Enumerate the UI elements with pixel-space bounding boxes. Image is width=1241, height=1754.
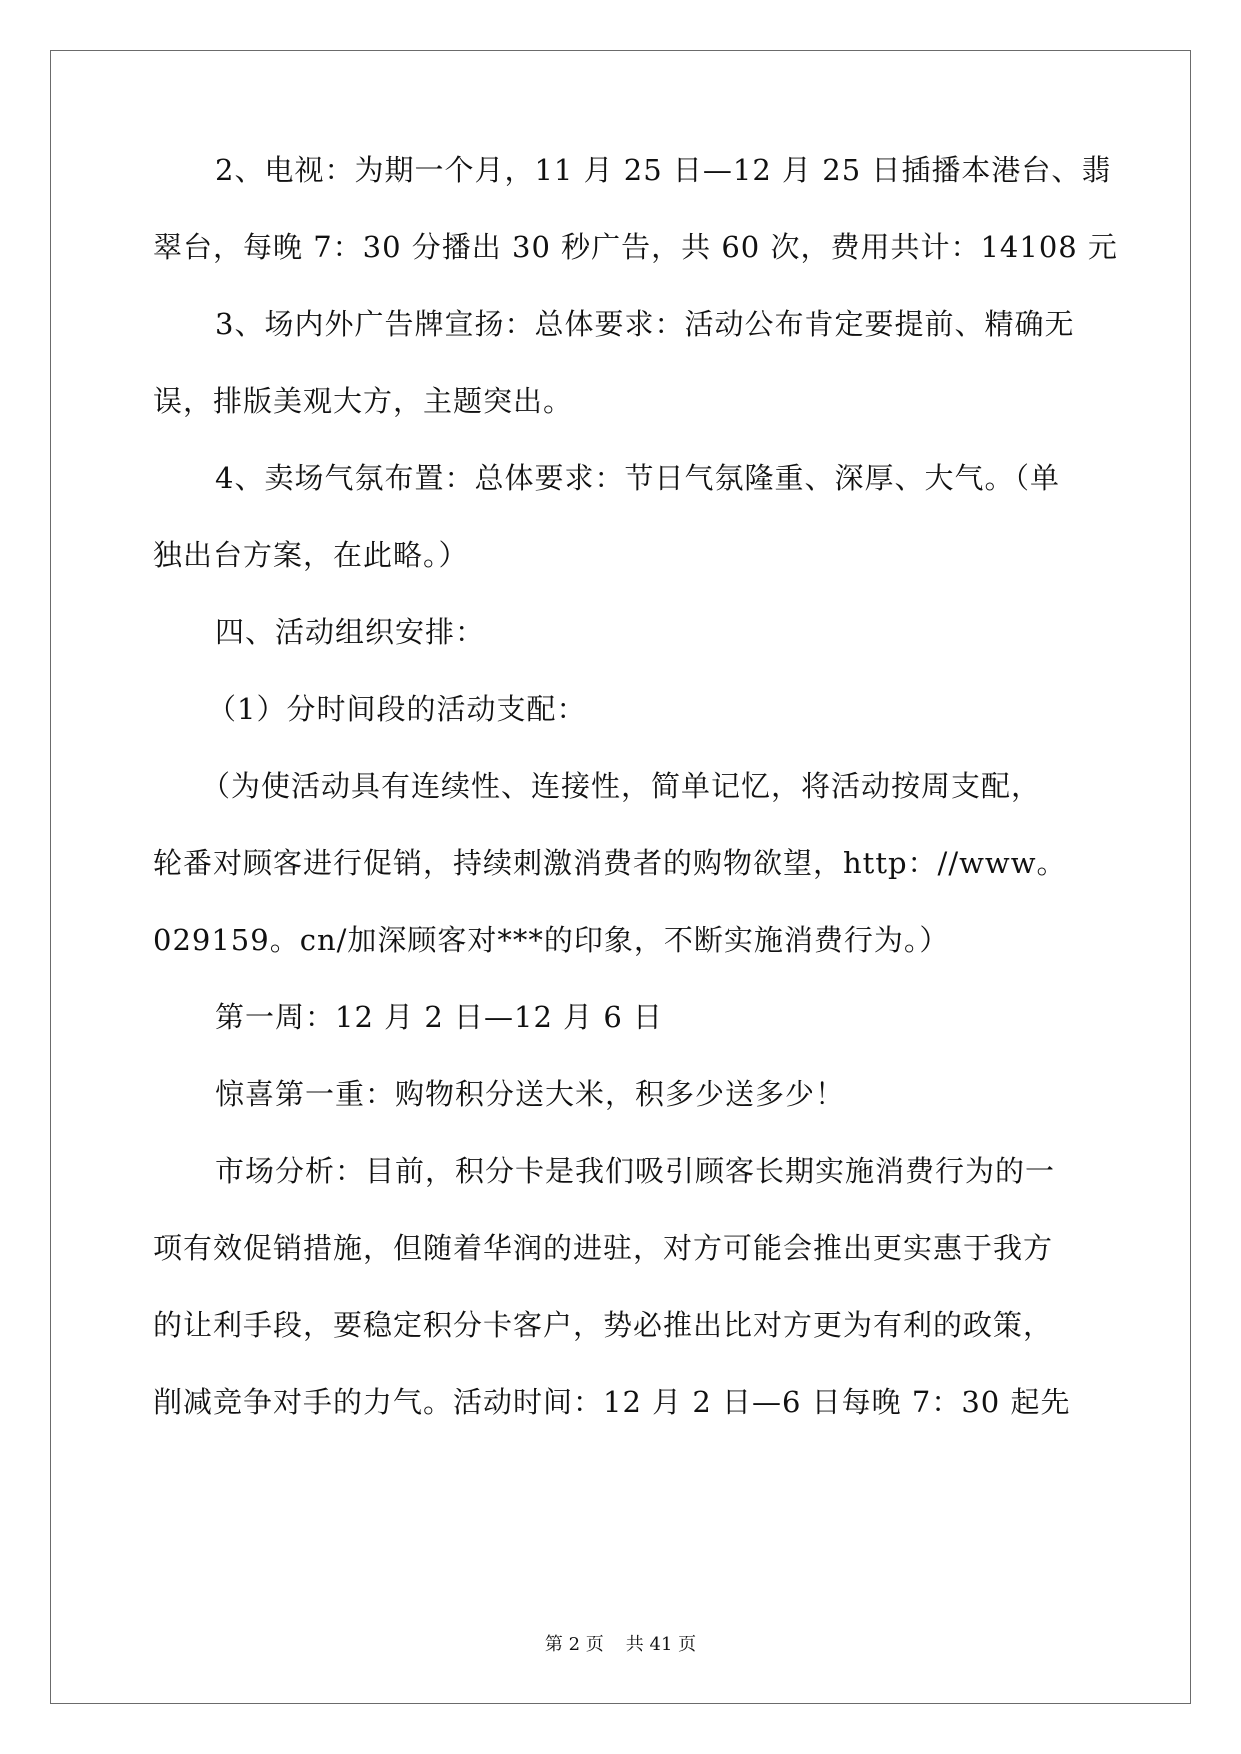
section-heading: 四、活动组织安排： (215, 615, 486, 649)
text-line: 029159。cn/加深顾客对***的印象，不断实施消费行为。） (153, 923, 950, 957)
text-line: 独出台方案，在此略。） (153, 538, 469, 572)
text-line: 惊喜第一重：购物积分送大米，积多少送多少！ (215, 1077, 846, 1111)
page-number: 第 2 页 (544, 1634, 604, 1655)
text-line: 市场分析：目前，积分卡是我们吸引顾客长期实施消费行为的一 (215, 1154, 1056, 1188)
text-line: 轮番对顾客进行促销，持续刺激消费者的购物欲望，http：//www。 (153, 846, 1067, 880)
subsection-heading: （1）分时间段的活动支配： (207, 692, 587, 726)
text-line: 误，排版美观大方，主题突出。 (153, 384, 574, 418)
text-line: 3、场内外广告牌宣扬：总体要求：活动公布肯定要提前、精确无 (215, 307, 1075, 341)
text-line: 的让利手段，要稳定积分卡客户，势必推出比对方更为有利的政策， (153, 1308, 1054, 1342)
page-total: 共 41 页 (625, 1634, 697, 1655)
text-line: 削减竞争对手的力气。活动时间：12 月 2 日—6 日每晚 7：30 起先 (153, 1385, 1071, 1419)
week-heading: 第一周：12 月 2 日—12 月 6 日 (215, 1000, 664, 1034)
text-line: 4、卖场气氛布置：总体要求：节日气氛隆重、深厚、大气。（单 (215, 461, 1060, 495)
text-line: （为使活动具有连续性、连接性，简单记忆，将活动按周支配， (201, 769, 1042, 803)
text-line: 2、电视：为期一个月，11 月 25 日—12 月 25 日插播本港台、翡 (215, 153, 1112, 187)
text-line: 翠台，每晚 7：30 分播出 30 秒广告，共 60 次，费用共计：14108 元 (153, 230, 1118, 264)
text-line: 项有效促销措施，但随着华润的进驻，对方可能会推出更实惠于我方 (153, 1231, 1054, 1265)
page-footer (0, 1633, 1241, 1657)
